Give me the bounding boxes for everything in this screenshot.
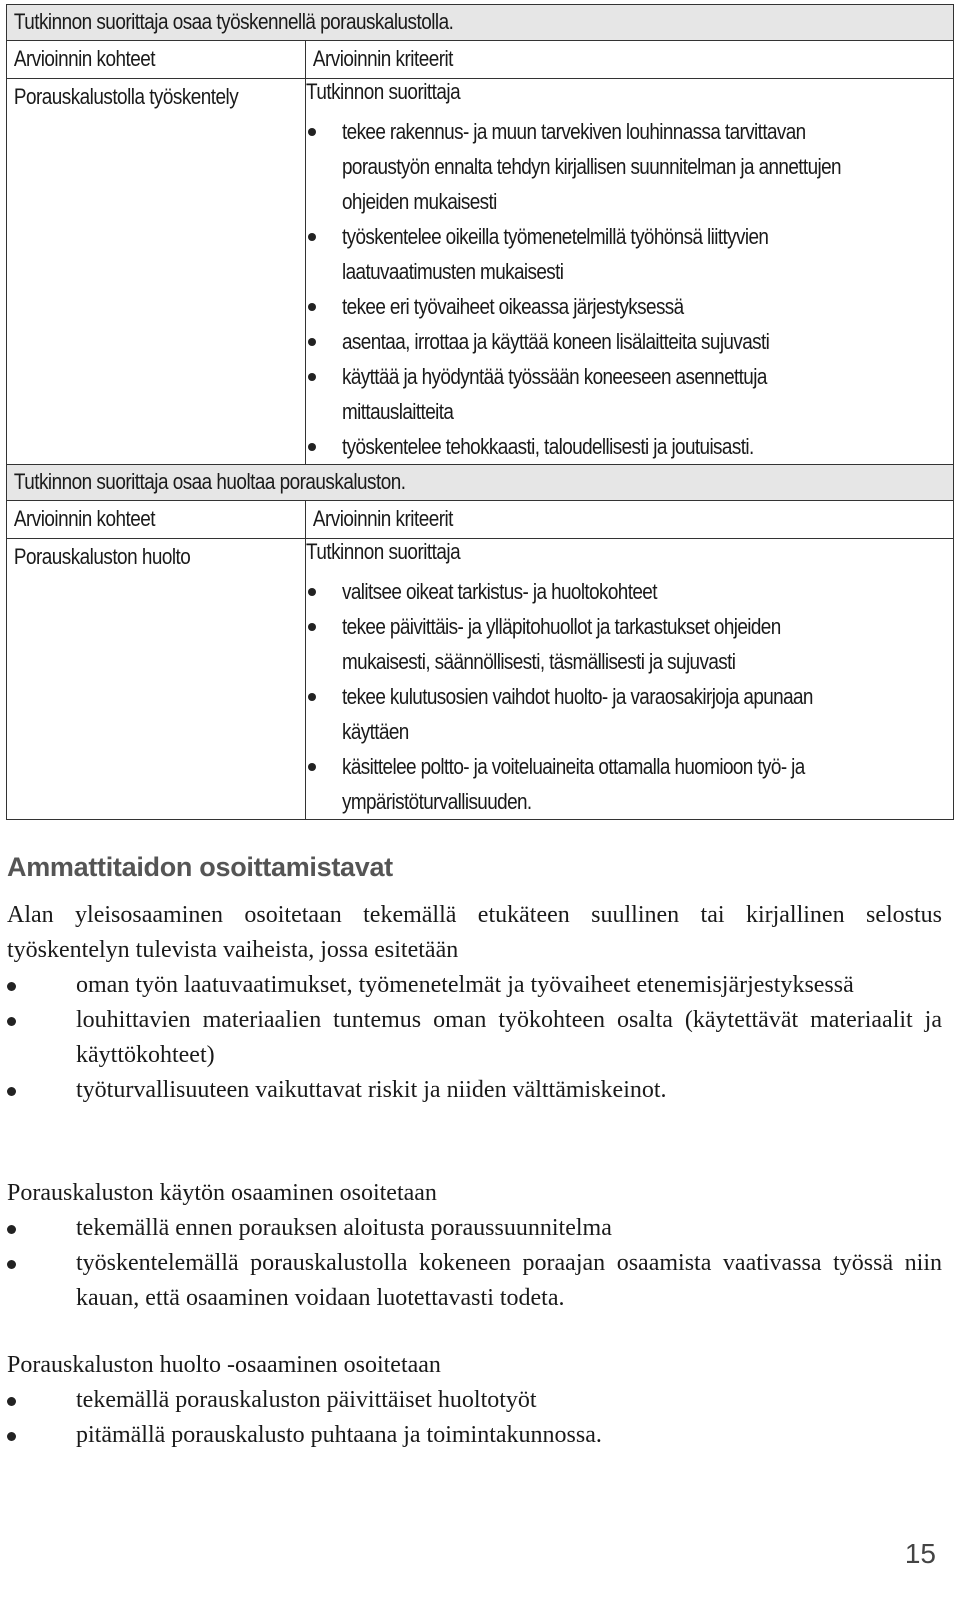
bullet-item: tekemällä ennen porauksen aloitusta poraussuunnitelma bbox=[7, 1211, 942, 1246]
criteria-item-line: ympäristöturvallisuuden. bbox=[342, 789, 532, 814]
criteria-item-line: laatuvaatimusten mukaisesti bbox=[342, 259, 564, 284]
paragraph-equipment-use bbox=[7, 1176, 942, 1316]
page-number: 15 bbox=[904, 1538, 936, 1569]
criteria-item-line: tekee eri työvaiheet oikeassa järjestyksessä bbox=[342, 294, 684, 319]
section-title: Tutkinnon suorittaja osaa huoltaa porauskaluston. bbox=[13, 469, 406, 494]
criteria-item-line: tekee rakennus- ja muun tarvekiven louhinnassa tarvittavan bbox=[342, 119, 806, 144]
paragraph-intro: Porauskaluston käytön osaaminen osoitetaan bbox=[7, 1180, 437, 1206]
bullet-list bbox=[7, 968, 942, 1108]
criteria-item-line: mukaisesti, säännöllisesti, täsmällisesti ja sujuvasti bbox=[342, 649, 736, 674]
paragraph-general-skills bbox=[7, 898, 942, 1108]
criteria-item-line: työskentelee tehokkaasti, taloudellisesti ja joutuisasti. bbox=[342, 434, 754, 459]
bullet-item: pitämällä porauskalusto puhtaana ja toimintakunnossa. bbox=[7, 1418, 942, 1453]
section-title-row bbox=[7, 5, 954, 41]
bullet-item: louhittavien materiaalien tuntemus oman työkohteen osalta (käytettävät materiaalit ja käyttökohteet) bbox=[7, 1003, 942, 1073]
criteria-item-line: käyttäen bbox=[342, 719, 409, 744]
column-header-row bbox=[7, 501, 954, 539]
criteria-item bbox=[306, 324, 953, 359]
bullet-item: työskentelemällä porauskalustolla kokeneen poraajan osaamista vaativassa työssä niin kauan, että osaaminen voidaan luotettavasti todeta. bbox=[7, 1246, 942, 1316]
paragraph-equipment-maintenance bbox=[7, 1348, 942, 1453]
criteria-item-line: työskentelee oikeilla työmenetelmillä työhönsä liittyvien bbox=[342, 224, 769, 249]
bullet-list bbox=[7, 1211, 942, 1316]
criteria-item bbox=[306, 679, 953, 749]
column-header-row bbox=[7, 41, 954, 79]
paragraph-intro: Alan yleisosaaminen osoitetaan tekemällä etukäteen suullinen tai kirjallinen selostus työskentelyn tulevista vaiheista, jossa esitetään bbox=[7, 902, 942, 963]
column-header-criteria: Arvioinnin kriteerit bbox=[312, 506, 453, 531]
criteria-item-line: valitsee oikeat tarkistus- ja huoltokohteet bbox=[342, 579, 657, 604]
column-header-criteria: Arvioinnin kriteerit bbox=[312, 46, 453, 71]
criteria-item-line: ohjeiden mukaisesti bbox=[342, 189, 497, 214]
criteria-item-line: tekee päivittäis- ja ylläpitohuollot ja tarkastukset ohjeiden bbox=[342, 614, 781, 639]
criteria-item bbox=[306, 359, 953, 429]
criteria-list bbox=[306, 114, 953, 464]
criteria-row bbox=[7, 79, 954, 465]
criteria-item bbox=[306, 219, 953, 289]
criteria-item-line: asentaa, irrottaa ja käyttää koneen lisälaitteita sujuvasti bbox=[342, 329, 770, 354]
criteria-item bbox=[306, 609, 953, 679]
section-title-row bbox=[7, 465, 954, 501]
criteria-list bbox=[306, 574, 953, 819]
column-header-targets: Arvioinnin kohteet bbox=[13, 46, 156, 71]
criteria-item bbox=[306, 114, 953, 219]
criteria-row bbox=[7, 539, 954, 820]
bullet-item: oman työn laatuvaatimukset, työmenetelmät ja työvaiheet etenemisjärjestyksessä bbox=[7, 968, 942, 1003]
criteria-item-line: käyttää ja hyödyntää työssään koneeseen asennettuja bbox=[342, 364, 767, 389]
criteria-item bbox=[306, 749, 953, 819]
section-heading: Ammattitaidon osoittamistavat bbox=[7, 852, 393, 882]
column-header-targets: Arvioinnin kohteet bbox=[13, 506, 156, 531]
section-title: Tutkinnon suorittaja osaa työskennellä porauskalustolla. bbox=[13, 9, 454, 34]
criteria-lead: Tutkinnon suorittaja bbox=[306, 539, 461, 564]
bullet-list bbox=[7, 1383, 942, 1453]
criteria-item bbox=[306, 289, 953, 324]
assessment-criteria-table bbox=[6, 4, 954, 820]
bullet-item: työturvallisuuteen vaikuttavat riskit ja niiden välttämiskeinot. bbox=[7, 1073, 942, 1108]
bullet-item: tekemällä porauskaluston päivittäiset huoltotyöt bbox=[7, 1383, 942, 1418]
criteria-item-line: poraustyön ennalta tehdyn kirjallisen suunnitelman ja annettujen bbox=[342, 154, 841, 179]
criteria-item bbox=[306, 574, 953, 609]
assessment-target: Porauskalustolla työskentely bbox=[13, 84, 239, 109]
criteria-item bbox=[306, 429, 953, 464]
paragraph-intro: Porauskaluston huolto -osaaminen osoitetaan bbox=[7, 1352, 441, 1378]
criteria-item-line: mittauslaitteita bbox=[342, 399, 454, 424]
assessment-target: Porauskaluston huolto bbox=[13, 544, 191, 569]
criteria-lead: Tutkinnon suorittaja bbox=[306, 79, 461, 104]
criteria-item-line: tekee kulutusosien vaihdot huolto- ja varaosakirjoja apunaan bbox=[342, 684, 813, 709]
criteria-item-line: käsittelee poltto- ja voiteluaineita ottamalla huomioon työ- ja bbox=[342, 754, 805, 779]
